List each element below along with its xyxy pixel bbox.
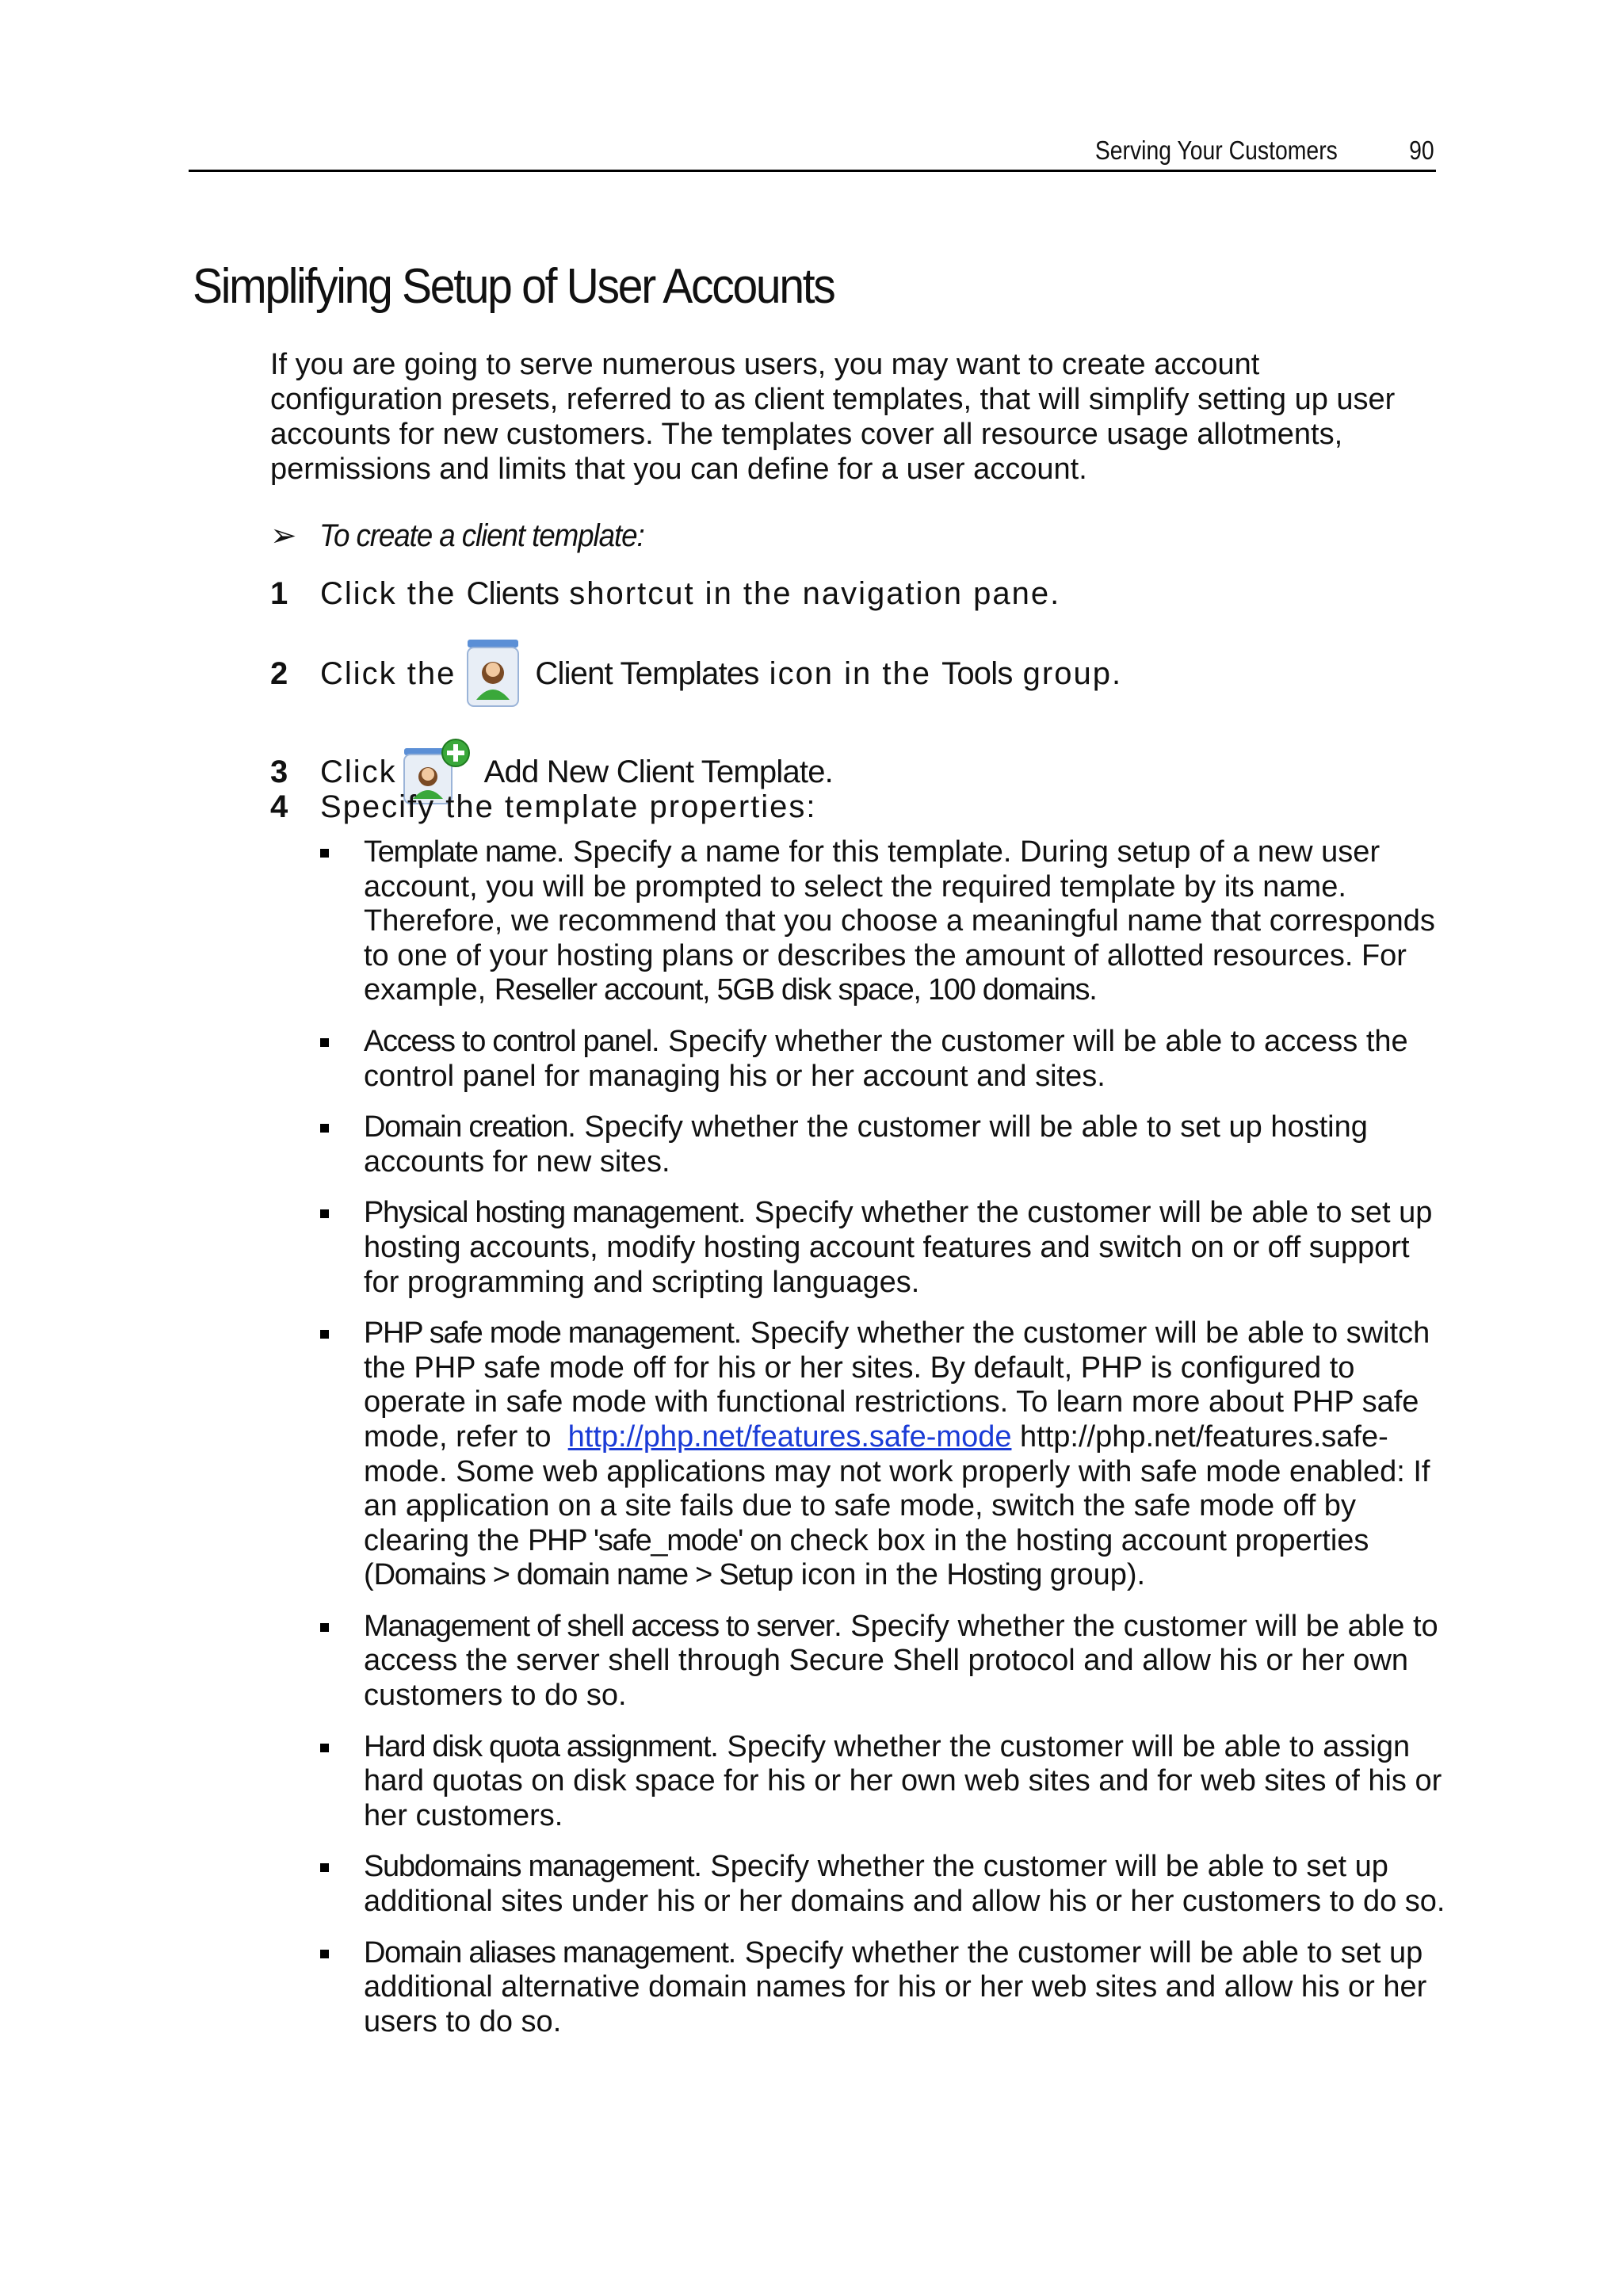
page-number: 90 — [1409, 136, 1434, 165]
procedure-heading: ➢ To create a client template: — [270, 518, 644, 553]
step-4: 4 Specify the template properties: — [270, 789, 817, 824]
list-item: Management of shell access to server. Specify whether the customer will be able to access the server shell through Secure Shell protocol and allow his or her own customers to do so. — [320, 1610, 1445, 1713]
intro-paragraph: If you are going to serve numerous users, you may want to create account configuration presets, referred to as client templates, that will simplify setting up user accounts for new customers. The templates cover all resource usage allotments, permissions and limits that you can define for a user account. — [270, 348, 1396, 486]
bullet-icon — [320, 1330, 329, 1339]
list-item: Domain creation. Specify whether the customer will be able to set up hosting accounts for new sites. — [320, 1110, 1445, 1179]
property-term: Domain creation — [364, 1110, 568, 1144]
property-term: Subdomains management — [364, 1850, 694, 1884]
list-item: Template name. Specify a name for this template. During setup of a new user account, you will be prompted to select the required template by its name. Therefore, we recommend that you choose a meaningful name that corresponds to one of your hosting plans or describes the amount of allotted resources. For example, Reseller account, 5GB disk space, 100 domains. — [320, 835, 1445, 1008]
bullet-icon — [320, 1863, 329, 1872]
bullet-icon — [320, 1038, 329, 1047]
running-header — [189, 132, 1436, 172]
property-term: Template name — [364, 835, 556, 869]
setup-path: Domains > domain name > Setup — [373, 1558, 793, 1592]
step-1: 1 Click the Clients shortcut in the navigation pane. — [270, 576, 1061, 611]
tools-group-label: Tools — [941, 656, 1013, 691]
step-number: 3 — [270, 755, 288, 789]
step-number: 4 — [270, 789, 288, 824]
property-term: Hard disk quota assignment — [364, 1729, 711, 1763]
property-term: Management of shell access to server — [364, 1609, 834, 1643]
list-item: PHP safe mode management. Specify whether the customer will be able to switch the PHP safe mode off for his or her sites. By default, PHP is configured to operate in safe mode with functional restrictions. To learn more about PHP safe mode, refer to http://php.net/features.safe-mode http://php.net/features.safe-mode. Some web applications may not work properly with safe mode enabled: If an application on a site fails due to safe mode, switch the safe mode off by clearing the PHP 'safe_mode' on check box in the hosting account properties (Domains > domain name > Setup icon in the Hosting group). — [320, 1316, 1445, 1593]
property-term: Access to control panel — [364, 1024, 651, 1058]
bullet-icon — [320, 1950, 329, 1958]
bullet-icon — [320, 1209, 329, 1218]
bullet-icon — [320, 1744, 329, 1752]
list-item: Physical hosting management. Specify whether the customer will be able to set up hosting accounts, modify hosting account features and switch on or off support for programming and scripting languages. — [320, 1196, 1445, 1300]
client-templates-label: Client Templates — [535, 656, 759, 691]
bullet-icon — [320, 1124, 329, 1133]
section-title: Simplifying Setup of User Accounts — [193, 259, 834, 314]
clients-shortcut-name: Clients — [466, 576, 559, 611]
property-term: Physical hosting management — [364, 1196, 738, 1230]
add-new-client-template-label: Add New Client Template — [483, 755, 825, 789]
example-value: Reseller account, 5GB disk space, 100 domains — [494, 973, 1090, 1007]
client-templates-icon — [465, 638, 521, 709]
template-properties-list — [320, 835, 1445, 2056]
property-term: Domain aliases management — [364, 1935, 728, 1969]
running-title: Serving Your Customers — [1094, 136, 1338, 165]
bullet-icon — [320, 1623, 329, 1632]
list-item: Domain aliases management. Specify whether the customer will be able to set up additional alternative domain names for his or her web sites and allow his or her users to do so. — [320, 1936, 1445, 2040]
list-item: Subdomains management. Specify whether the customer will be able to set up additional sites under his or her domains and allow his or her customers to do so. — [320, 1850, 1445, 1919]
procedure-arrow-icon: ➢ — [270, 518, 297, 553]
bullet-icon — [320, 849, 329, 858]
list-item: Hard disk quota assignment. Specify whether the customer will be able to assign hard quotas on disk space for his or her own web sites and for web sites of his or her customers. — [320, 1730, 1445, 1834]
hosting-group-label: Hosting — [946, 1558, 1042, 1592]
php-safe-mode-checkbox-label: PHP 'safe_mode' on — [528, 1523, 781, 1557]
property-term: PHP safe mode management — [364, 1316, 734, 1350]
php-safe-mode-link[interactable]: http://php.net/features.safe-mode — [567, 1419, 1012, 1454]
step-3: 3 Click Add New Client Template . — [270, 737, 835, 807]
list-item: Access to control panel. Specify whether the customer will be able to access the control panel for managing his or her account and sites. — [320, 1025, 1445, 1094]
step-number: 1 — [270, 576, 288, 611]
step-number: 2 — [270, 656, 288, 691]
step-2: 2 Click the Client Templates icon in the Tools group. — [270, 638, 1122, 709]
